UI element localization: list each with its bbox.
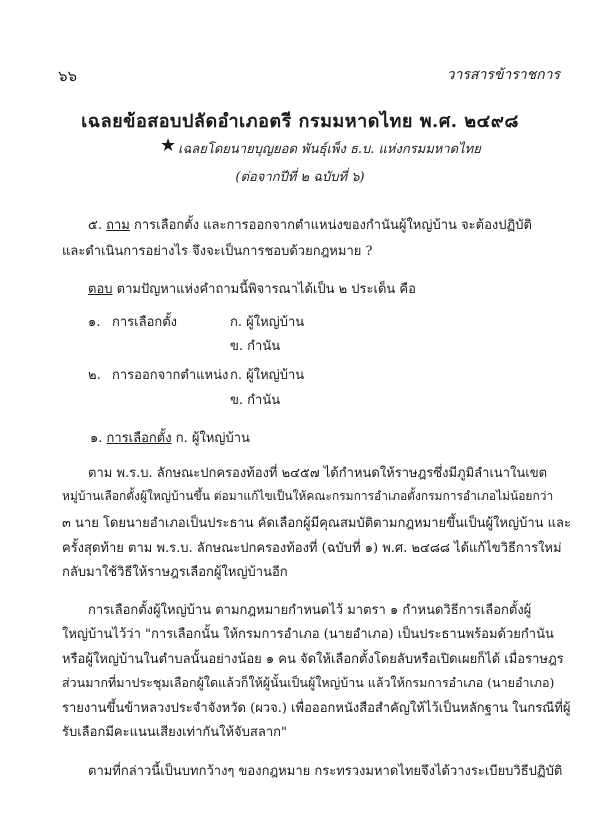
section-1-title: การเลือกตั้ง [106,431,172,446]
answer-label: ตอบ [88,282,113,297]
answer-line [88,278,416,299]
paragraph-2-line-6: รับเลือกมีคะแนนเสียงเท่ากันให้จับสลาก" [62,725,287,740]
answer-item-2-a: ก. ผู้ใหญ่บ้าน [230,368,305,383]
question-label: ถาม [106,218,130,233]
article-byline: เฉลยโดยนายบุญยอด พันธุ์เพ็ง ธ.บ. แห่งกรมมหาดไทย [178,142,481,157]
paragraph-1-line-2: หมู่บ้านเลือกตั้งผู้ใหญ่บ้านขึ้น ต่อมาแก้ไขเป็นให้คณะกรมการอำเภอตั้งกรมการอำเภอไม่น้อยกว่า [62,489,554,503]
paragraph-1-line-3: ๓ นาย โดยนายอำเภอเป็นประธาน คัดเลือกผู้มีคุณสมบัติตามกฎหมายขึ้นเป็นผู้ใหญ่บ้าน และ [62,516,571,531]
question-line-1 [88,214,532,235]
article-title: เฉลยข้อสอบปลัดอำเภอตรี กรมมหาดไทย พ.ศ. ๒๔๙๘ [81,111,519,132]
question-text-1: การเลือกตั้ง และการออกจากตำแหน่งของกำนันผู้ใหญ่บ้าน จะต้องปฏิบัติ [134,218,532,233]
paragraph-2-line-4: ส่วนมากที่มาประชุมเลือกผู้ใดแล้วก็ให้ผู้นั้นเป็นผู้ใหญ่บ้าน แล้วให้กรมการอำเภอ (นายอำเภอ) [62,675,555,690]
paragraph-2-line-2: ใหญ่บ้านไว้ว่า "การเลือกนั้น ให้กรมการอำเภอ (นายอำเภอ) เป็นประธานพร้อมด้วยกำนัน [62,627,554,642]
answer-item-2-number: ๒. [88,368,101,383]
paragraph-1-line-1: ตาม พ.ร.บ. ลักษณะปกครองท้องที่ ๒๔๕๗ ได้กำหนดให้ราษฎรซึ่งมีภูมิลำเนาในเขต [88,466,548,481]
paragraph-1-line-4: ครั้งสุดท้าย ตาม พ.ร.บ. ลักษณะปกครองท้องที่ (ฉบับที่ ๑) พ.ศ. ๒๔๘๘ ได้แก้ไขวิธีการใหม่ [62,541,562,556]
page-number: ๖๖ [58,67,78,85]
question-number: ๕. [88,218,102,233]
answer-item-1-number: ๑. [88,315,101,330]
answer-item-1-text: การเลือกตั้ง [112,315,178,330]
answer-item-2-b: ข. กำนัน [230,393,281,408]
section-1-heading [90,427,250,448]
section-1-subtitle: ก. ผู้ใหญ่บ้าน [175,431,250,446]
question-text-2: และดำเนินการอย่างไร จึงจะเป็นการชอบด้วยกฎหมาย ? [62,244,373,259]
answer-item-1-a: ก. ผู้ใหญ่บ้าน [230,315,305,330]
section-1-number: ๑. [90,431,103,446]
paragraph-2-line-5: รายงานขึ้นข้าหลวงประจำจังหวัด (ผวจ.) เพื่อออกหนังสือสำคัญให้ไว้เป็นหลักฐาน ในกรณีที่ผู้ [62,701,571,716]
paragraph-2-line-1: การเลือกตั้งผู้ใหญ่บ้าน ตามกฎหมายกำหนดไว้ มาตรา ๑ กำหนดวิธีการเลือกตั้งผู้ [88,603,532,618]
continuation-note: (ต่อจากปีที่ ๒ ฉบับที่ ๖) [235,170,365,185]
paragraph-3-line-1: ตามที่กล่าวนี้เป็นบทกว้างๆ ของกฎหมาย กระทรวงมหาดไทยจึงได้วางระเบียบวิธีปฏิบัติ [88,764,563,779]
journal-title: วารสารข้าราชการ [446,67,560,83]
answer-item-1-b: ข. กำนัน [230,339,281,354]
answer-item-2-text: การออกจากตำแหน่ง [112,368,229,383]
paragraph-1-line-5: กลับมาใช้วิธีให้ราษฎรเลือกผู้ใหญ่บ้านอีก [62,565,288,580]
paragraph-2-line-3: หรือผู้ใหญ่บ้านในตำบลนั้นอย่างน้อย ๑ คน จัดให้เลือกตั้งโดยลับหรือเปิดเผยก็ได้ เมื่อราษฎร [62,652,564,667]
answer-intro: ตามปัญหาแห่งคำถามนี้พิจารณาได้เป็น ๒ ประเด็น คือ [116,282,416,297]
star-icon: ★ [160,135,177,156]
